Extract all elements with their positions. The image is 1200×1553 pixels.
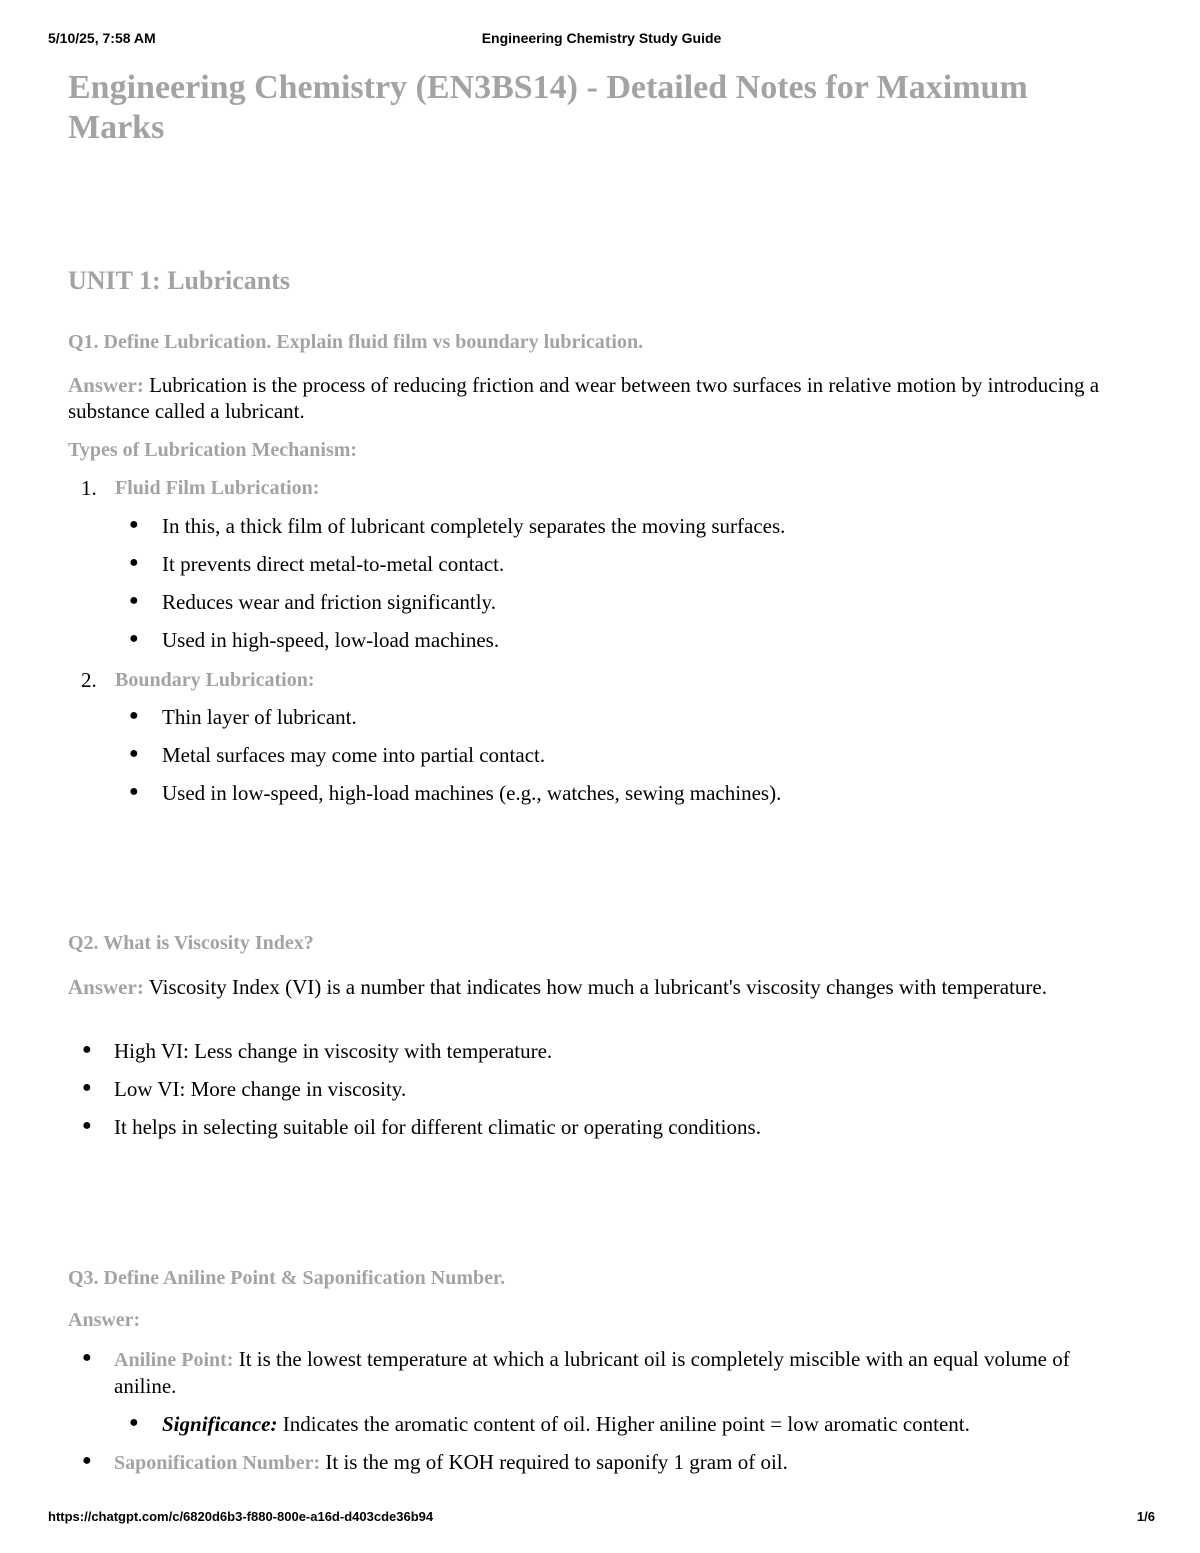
type-fluid-film: Fluid Film Lubrication: [115, 477, 320, 499]
bullet-icon: ● [82, 1452, 92, 1469]
answer-text: Lubrication is the process of reducing friction and wear between two surfaces in relative motion by introducing a substance called a lubricant. [68, 373, 1100, 423]
aniline-point-label: Aniline Point: [114, 1349, 234, 1371]
list-item: It helps in selecting suitable oil for different climatic or operating conditions. [114, 1115, 761, 1139]
answer-text: Viscosity Index (VI) is a number that indicates how much a lubricant's viscosity changes with temperature. [148, 975, 1047, 999]
types-heading: Types of Lubrication Mechanism: [68, 439, 358, 461]
aniline-point-item [114, 1346, 1104, 1399]
bullet-icon: ● [129, 707, 139, 724]
bullet-icon: ● [129, 630, 139, 647]
significance-label: Significance: [162, 1412, 278, 1436]
bullet-icon: ● [129, 1414, 139, 1431]
list-item: Used in high-speed, low-load machines. [162, 628, 500, 652]
bullet-icon: ● [82, 1041, 92, 1058]
significance-item [162, 1411, 970, 1437]
page-title: Engineering Chemistry (EN3BS14) - Detailed Notes for Maximum Marks [68, 69, 1028, 146]
bullet-icon: ● [129, 745, 139, 762]
list-number: 2. [81, 668, 97, 692]
list-item: Reduces wear and friction significantly. [162, 590, 496, 614]
bullet-icon: ● [129, 592, 139, 609]
list-number: 1. [81, 476, 97, 500]
list-item: Metal surfaces may come into partial contact. [162, 743, 546, 767]
bullet-icon: ● [82, 1349, 92, 1366]
page-number: 1/6 [1136, 1509, 1155, 1524]
list-item: Low VI: More change in viscosity. [114, 1077, 407, 1101]
bullet-icon: ● [129, 554, 139, 571]
saponification-item [114, 1449, 788, 1476]
page-footer [48, 1509, 1155, 1524]
list-item: High VI: Less change in viscosity with temperature. [114, 1039, 553, 1063]
unit-heading: UNIT 1: Lubricants [68, 266, 291, 295]
bullet-icon: ● [129, 783, 139, 800]
type-boundary: Boundary Lubrication: [115, 669, 315, 691]
answer-2 [68, 974, 1108, 1000]
answer-1 [68, 372, 1108, 424]
print-url: https://chatgpt.com/c/6820d6b3-f880-800e-a16d-d403cde36b94 [48, 1509, 434, 1524]
answer-label: Answer: [68, 975, 144, 999]
list-item: In this, a thick film of lubricant completely separates the moving surfaces. [162, 514, 786, 538]
print-doc-title: Engineering Chemistry Study Guide [481, 30, 722, 46]
bullet-icon: ● [82, 1117, 92, 1134]
question-1: Q1. Define Lubrication. Explain fluid film vs boundary lubrication. [68, 331, 644, 353]
aniline-point-text: It is the lowest temperature at which a lubricant oil is completely miscible with an equal volume of aniline. [114, 1347, 1070, 1398]
question-2: Q2. What is Viscosity Index? [68, 932, 314, 954]
print-datetime: 5/10/25, 7:58 AM [48, 30, 156, 46]
significance-text: Indicates the aromatic content of oil. Higher aniline point = low aromatic content. [282, 1412, 970, 1436]
list-item: It prevents direct metal-to-metal contact. [162, 552, 505, 576]
answer-label: Answer: [68, 373, 144, 397]
list-item: Used in low-speed, high-load machines (e.g., watches, sewing machines). [162, 781, 782, 805]
list-item: Thin layer of lubricant. [162, 705, 357, 729]
saponification-label: Saponification Number: [114, 1452, 321, 1474]
answer-label: Answer: [68, 1309, 141, 1331]
saponification-text: It is the mg of KOH required to saponify 1 gram of oil. [325, 1450, 788, 1474]
question-3: Q3. Define Aniline Point & Saponification Number. [68, 1267, 506, 1289]
bullet-icon: ● [82, 1079, 92, 1096]
bullet-icon: ● [129, 516, 139, 533]
